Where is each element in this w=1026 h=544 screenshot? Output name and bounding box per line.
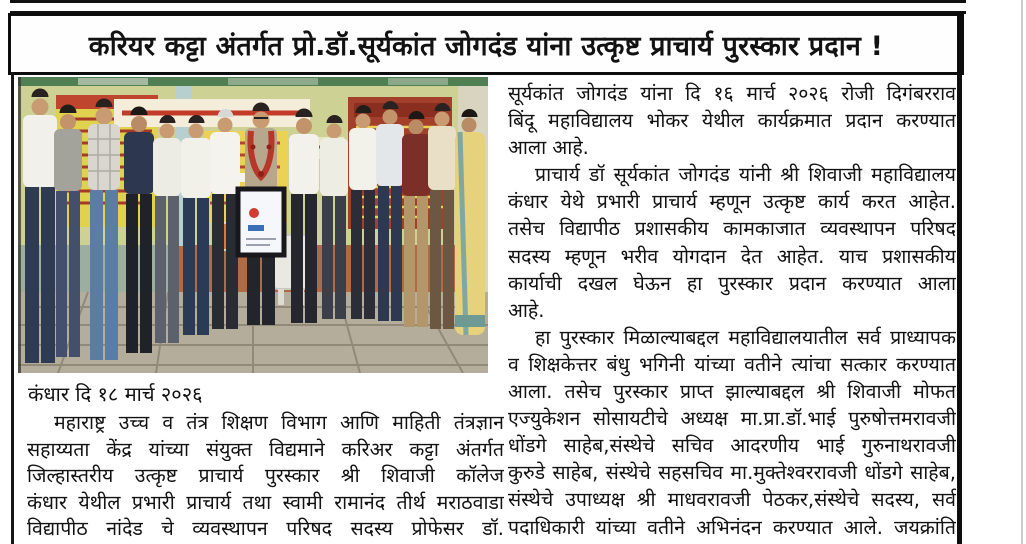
previous-article-bottom-rule xyxy=(10,0,966,14)
body-line: कार्याची दखल घेऊन हा पुरस्कार प्रदान करण्यात आला xyxy=(508,271,956,295)
body-line: सहाय्यता केंद्र यांच्या संयुक्त विद्यमाने करिअर कट्टा अंतर्गत xyxy=(27,437,504,461)
woman-in-saree-figure xyxy=(455,109,485,335)
right-column xyxy=(508,79,956,540)
body-line: संस्थेचे उपाध्यक्ष श्री माधवरावजी पेठकर,संस्थेचे सदस्य, सर्व xyxy=(508,488,956,512)
body-line: आला. तसेच पुरस्कार प्राप्त झाल्याबद्दल श्री शिवाजी मोफत xyxy=(508,380,956,404)
body-line: तसेच विद्यापीठ प्रशासकीय कामकाजात व्यवस्थापन परिषद xyxy=(508,217,956,241)
body-line: जिल्हास्तरीय उत्कृष्ट प्राचार्य पुरस्कार श्री शिवाजी कॉलेज xyxy=(27,464,504,488)
body-line: कुरुडे साहेब, संस्थेचे सहसचिव मा.मुक्तेश्वररावजी धोंडगे साहेब, xyxy=(508,461,956,485)
body-line: कंधार येथे प्रभारी प्राचार्य म्हणून उत्कृष्ट कार्य करत आहेत. xyxy=(508,190,956,214)
body-line: धोंडगे साहेब,संस्थेचे सचिव आदरणीय भाई गुरुनाथरावजी xyxy=(508,434,956,458)
body-line: सूर्यकांत जोगदंड यांना दि १६ मार्च २०२६ रोजी दिगंबरराव xyxy=(508,82,956,105)
body-line: प्राचार्य डॉ सूर्यकांत जोगदंड यांनी श्री शिवाजी महाविद्यालय xyxy=(535,163,956,187)
body-line: व शिक्षकेत्तर बंधु भगिनी यांच्या वतीने त्यांचा सत्कार करण्यात xyxy=(508,352,956,376)
headline: करियर कट्टा अंतर्गत प्रो.डॉ.सूर्यकांत जोगदंड यांना उत्कृष्ट प्राचार्य पुरस्कार प्रदान ! xyxy=(88,30,884,62)
body-line: आला आहे. xyxy=(508,136,589,160)
scan-edge-line xyxy=(1021,0,1023,544)
body-line: आहे. xyxy=(508,298,545,322)
body-line: बिंदू महाविद्यालय भोकर येथील कार्यक्रमात प्रदान करण्यात xyxy=(508,109,956,133)
left-column xyxy=(27,408,504,541)
award-certificate-frame xyxy=(238,189,284,255)
body-line: एज्युकेशन सोसायटीचे अध्यक्ष मा.प्रा.डॉ.भाई पुरुषोत्तमरावजी xyxy=(508,407,956,431)
award-ceremony-photo xyxy=(18,77,488,373)
body-line: सदस्य म्हणून भरीव योगदान देत आहेत. याच प्रशासकीय xyxy=(508,244,956,268)
headline-box xyxy=(8,13,964,75)
article-right-rule xyxy=(957,13,962,544)
body-line: हा पुरस्कार मिळाल्याबद्दल महाविद्यालयातील सर्व प्राध्यापक xyxy=(535,325,956,349)
body-line: महाराष्ट्र उच्च व तंत्र शिक्षण विभाग आणि माहिती तंत्रज्ञान xyxy=(54,411,504,434)
dateline: कंधार दि १८ मार्च २०२६ xyxy=(28,382,203,406)
article-left-rule xyxy=(11,72,14,544)
body-line: विद्यापीठ नांदेड चे व्यवस्थापन परिषद सदस्य प्रोफेसर डॉ. xyxy=(27,517,504,541)
body-line: कंधार येथील प्रभारी प्राचार्य तथा स्वामी रामानंद तीर्थ मराठवाडा xyxy=(27,490,504,514)
body-line: पदाधिकारी यांच्या वतीने अभिनंदन करण्यात आले. जयक्रांति xyxy=(508,515,956,539)
